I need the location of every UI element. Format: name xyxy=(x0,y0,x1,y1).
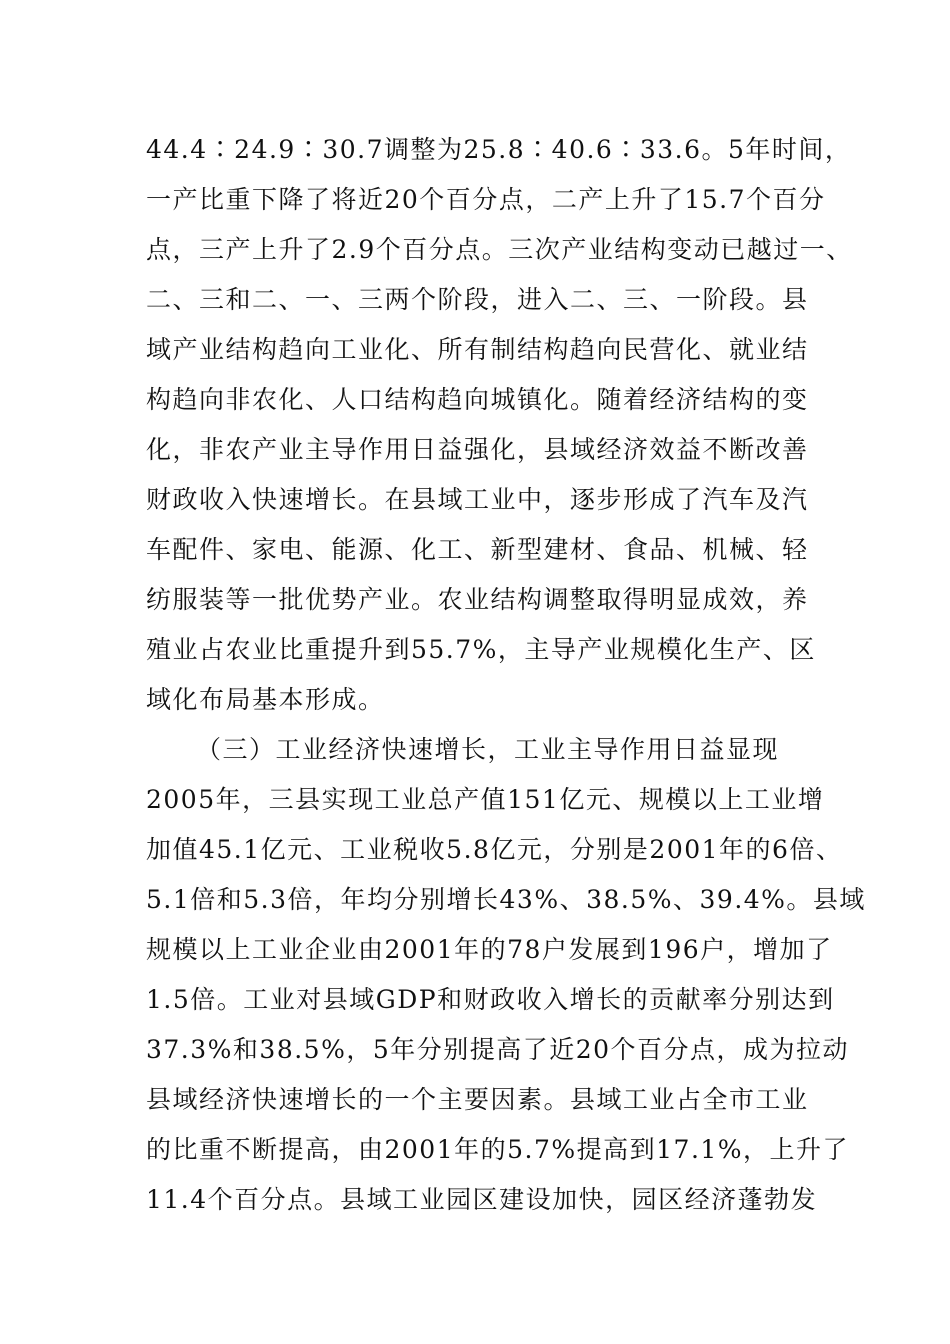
text-line: 规模以上工业企业由2001年的78户发展到196户，增加了 xyxy=(146,935,833,964)
text-line: 县域经济快速增长的一个主要因素。县域工业占全市工业 xyxy=(146,1085,809,1114)
section-heading: （三）工业经济快速增长，工业主导作用日益显现 xyxy=(196,735,780,764)
text-line: 11.4个百分点。县域工业园区建设加快，园区经济蓬勃发 xyxy=(146,1185,818,1214)
text-line: 化，非农产业主导作用日益强化，县域经济效益不断改善 xyxy=(146,435,809,464)
text-line: 域产业结构趋向工业化、所有制结构趋向民营化、就业结 xyxy=(146,335,809,364)
text-line: 点，三产上升了2.9个百分点。三次产业结构变动已越过一、 xyxy=(146,235,853,264)
text-line: 1.5倍。工业对县域GDP和财政收入增长的贡献率分别达到 xyxy=(146,985,835,1014)
text-line: 纺服装等一批优势产业。农业结构调整取得明显成效，养 xyxy=(146,585,809,614)
text-line: 构趋向非农化、人口结构趋向城镇化。随着经济结构的变 xyxy=(146,385,809,414)
text-line: 的比重不断提高，由2001年的5.7%提高到17.1%，上升了 xyxy=(146,1135,850,1164)
text-line: 一产比重下降了将近20个百分点，二产上升了15.7个百分 xyxy=(146,185,826,214)
text-line: 加值45.1亿元、工业税收5.8亿元，分别是2001年的6倍、 xyxy=(146,835,843,864)
text-line: 2005年，三县实现工业总产值151亿元、规模以上工业增 xyxy=(146,785,825,814)
text-line: 殖业占农业比重提升到55.7%，主导产业规模化生产、区 xyxy=(146,635,816,664)
text-line: 二、三和二、一、三两个阶段，进入二、三、一阶段。县 xyxy=(146,285,809,314)
text-line: 44.4∶24.9∶30.7调整为25.8∶40.6∶33.6。5年时间， xyxy=(146,135,852,164)
text-line: 域化布局基本形成。 xyxy=(146,685,385,714)
text-line: 37.3%和38.5%，5年分别提高了近20个百分点，成为拉动 xyxy=(146,1035,850,1064)
text-line: 财政收入快速增长。在县域工业中，逐步形成了汽车及汽 xyxy=(146,485,809,514)
text-line: 5.1倍和5.3倍，年均分别增长43%、38.5%、39.4%。县域 xyxy=(146,885,866,914)
text-line: 车配件、家电、能源、化工、新型建材、食品、机械、轻 xyxy=(146,535,809,564)
